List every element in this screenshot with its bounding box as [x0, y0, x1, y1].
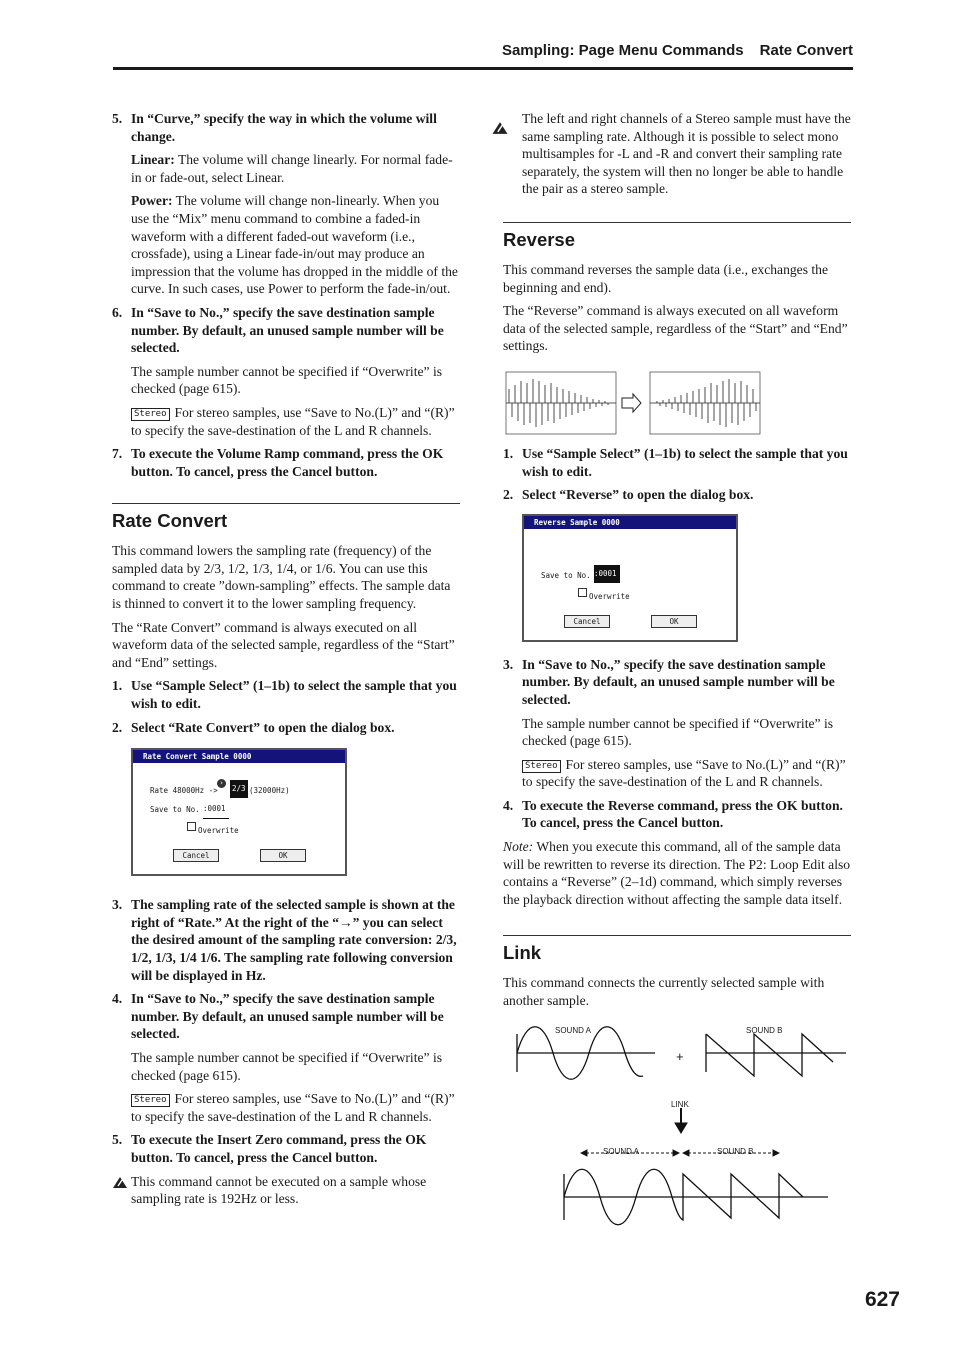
overwrite-label: Overwrite	[198, 826, 239, 836]
step-execute: 7. To execute the Volume Ramp command, press the OK button. To cancel, press the Cancel button.	[112, 446, 444, 479]
power-paragraph: Power: The volume will change non-linearly. When you use the “Mix” menu command to combine a faded-in waveform with a different faded-out waveform (i.e., crossfade), using a Linear fade-in/out may produce an impression that the volume has dropped in the middle of the curve. In such cases, use Power to perform the fade-in/out.	[131, 193, 458, 297]
ok-button[interactable]: OK	[651, 615, 697, 628]
rev-step-2: 2. Select “Reverse” to open the dialog box.	[503, 487, 754, 503]
overwrite-note: The sample number cannot be specified if “Overwrite” is checked (page 615).	[131, 363, 443, 397]
rc-step-4: 4. In “Save to No.,” specify the save destination sample number. By default, an unused sample number will be selected.	[112, 991, 444, 1042]
link-label: LINK	[671, 1099, 689, 1109]
sound-b-wave	[706, 1034, 846, 1076]
sound-a-label-bottom: SOUND A	[603, 1146, 640, 1156]
rc-step-1: 1. Use “Sample Select” (1–1b) to select the sample that you wish to edit.	[112, 678, 457, 712]
rc-step-2: 2. Select “Rate Convert” to open the dialog box.	[112, 719, 395, 735]
rev-step-1: 1. Use “Sample Select” (1–1b) to select the sample that you wish to edit.	[503, 445, 848, 479]
reverse-intro: This command reverses the sample data (i.e., exchanges the beginning and end).	[503, 261, 828, 295]
rate-result: (32000Hz)	[249, 786, 290, 796]
rate-convert-intro: This command lowers the sampling rate (frequency) of the sampled data by 2/3, 1/2, 1/3, 1/4, or 1/6. You can use this command to create ”down-sampling” effects. The sample data is thinned to convert it to the lower sampling frequency.	[112, 543, 451, 612]
rate-value[interactable]: 2/3	[230, 780, 248, 798]
linked-wave	[564, 1169, 828, 1225]
reverse-heading: Reverse	[503, 228, 576, 250]
sound-b-label-top: SOUND B	[746, 1025, 783, 1035]
original-waveform	[506, 372, 616, 434]
running-header	[113, 42, 853, 62]
section-rule	[112, 503, 460, 504]
rate-convert-scope: The “Rate Convert” command is always executed on all waveform data of the selected sample, regardless of the “Start” and “End” settings.	[112, 619, 455, 670]
stereo-note: Stereo For stereo samples, use “Save to No.(L)” and “(R)” to specify the save-destination of the L and R channels.	[131, 404, 455, 438]
stereo-badge: Stereo	[131, 1094, 170, 1107]
reverse-scope: The “Reverse” command is always executed on all waveform data of the selected sample, regardless of the “Start” and “End” settings.	[503, 303, 848, 354]
rc-warning: This command cannot be executed on a sample whose sampling rate is 192Hz or less.	[112, 1173, 460, 1208]
link-heading: Link	[503, 942, 542, 964]
header-topic: Rate Convert	[759, 42, 853, 59]
overwrite-checkbox[interactable]	[578, 588, 587, 597]
page-number: 627	[864, 1288, 900, 1311]
cancel-button[interactable]: Cancel	[564, 615, 610, 628]
section-rule	[503, 222, 851, 223]
overwrite-checkbox[interactable]	[187, 822, 196, 831]
rate-label: Rate 48000Hz ->	[150, 786, 218, 796]
sound-b-label-bottom: SOUND B	[717, 1146, 754, 1156]
plus-sign: +	[676, 1048, 684, 1064]
reverse-dialog	[522, 514, 738, 642]
arrow-right-icon	[622, 394, 641, 412]
section-rule	[503, 935, 851, 936]
rc-stereo-note: Stereo For stereo samples, use “Save to No.(L)” and “(R)” to specify the save-destination of the L and R channels.	[131, 1091, 455, 1124]
step-curve: 5. In “Curve,” specify the way in which the volume will change.	[112, 111, 437, 144]
stereo-badge: Stereo	[522, 760, 561, 773]
step-save-to: 6. In “Save to No.,” specify the save destination sample number. By default, an unused sample number will be selected.	[112, 304, 444, 356]
rate-convert-dialog	[131, 748, 347, 876]
rc-overwrite-note: The sample number cannot be specified if “Overwrite” is checked (page 615).	[131, 1049, 443, 1083]
right-column	[503, 110, 851, 1240]
rc-step-5: 5. To execute the Insert Zero command, press the OK button. To cancel, press the Cancel button.	[112, 1132, 427, 1165]
linear-paragraph: Linear: The volume will change linearly. For normal fade-in or fade-out, select Linear.	[131, 152, 453, 185]
save-to-field[interactable]: :0001	[594, 565, 620, 584]
left-column	[112, 110, 460, 1214]
warning-hand-icon	[491, 110, 522, 198]
rev-stereo-note: Stereo For stereo samples, use “Save to No.(L)” and “(R)” to specify the save-destination of the L and R channels.	[522, 756, 846, 790]
reversed-waveform	[650, 372, 760, 434]
link-figure	[503, 1020, 848, 1240]
rev-step-3: 3. In “Save to No.,” specify the save destination sample number. By default, an unused sample number will be selected.	[503, 656, 835, 707]
header-section: Sampling: Page Menu Commands	[501, 42, 744, 59]
save-to-label: Save to No.	[150, 805, 200, 815]
stereo-warning: The left and right channels of a Stereo sample must have the same sampling rate. Although it is possible to select mono multisamples for -L and -R and convert their sampling rate separately, the system will then no longer be able to handle the pair as a stereo sample.	[491, 110, 851, 198]
cancel-button[interactable]: Cancel	[173, 849, 219, 862]
stereo-badge: Stereo	[131, 408, 170, 421]
reverse-note: Note: When you execute this command, all of the sample data will be rewritten to reverse its direction. The P2: Loop Edit also contains a “Reverse” (2–1d) command, which simply reverses the playback direction without affecting the sample data itself.	[503, 839, 851, 907]
save-to-field[interactable]: :0001	[203, 800, 229, 819]
header-rule	[113, 67, 853, 70]
dialog-title: Rate Convert Sample 0000	[133, 750, 345, 763]
rc-step-3: 3. The sampling rate of the selected sample is shown at the right of “Rate.” At the right of the “→” you can select the desired amount of the sampling rate conversion: 2/3, 1/2, 1/3, 1/4 1/6. The sampling rate following conversion will be displayed in Hz.	[112, 897, 457, 983]
rev-overwrite-note: The sample number cannot be specified if “Overwrite” is checked (page 615).	[522, 715, 834, 749]
link-intro: This command connects the currently selected sample with another sample.	[503, 975, 825, 1009]
ok-button[interactable]: OK	[260, 849, 306, 862]
rate-select-icon[interactable]: ›	[217, 779, 226, 788]
reverse-waveform-svg	[505, 371, 765, 435]
rev-step-4: 4. To execute the Reverse command, press the OK button. To cancel, press the Cancel button.	[503, 797, 843, 831]
warning-hand-icon	[112, 1173, 131, 1208]
rate-convert-heading: Rate Convert	[112, 510, 228, 532]
sound-a-label-top: SOUND A	[555, 1025, 592, 1035]
reverse-waveform-figure	[505, 371, 765, 435]
dialog-title: Reverse Sample 0000	[524, 516, 736, 529]
save-to-label: Save to No.	[541, 570, 591, 580]
overwrite-label: Overwrite	[589, 591, 630, 601]
